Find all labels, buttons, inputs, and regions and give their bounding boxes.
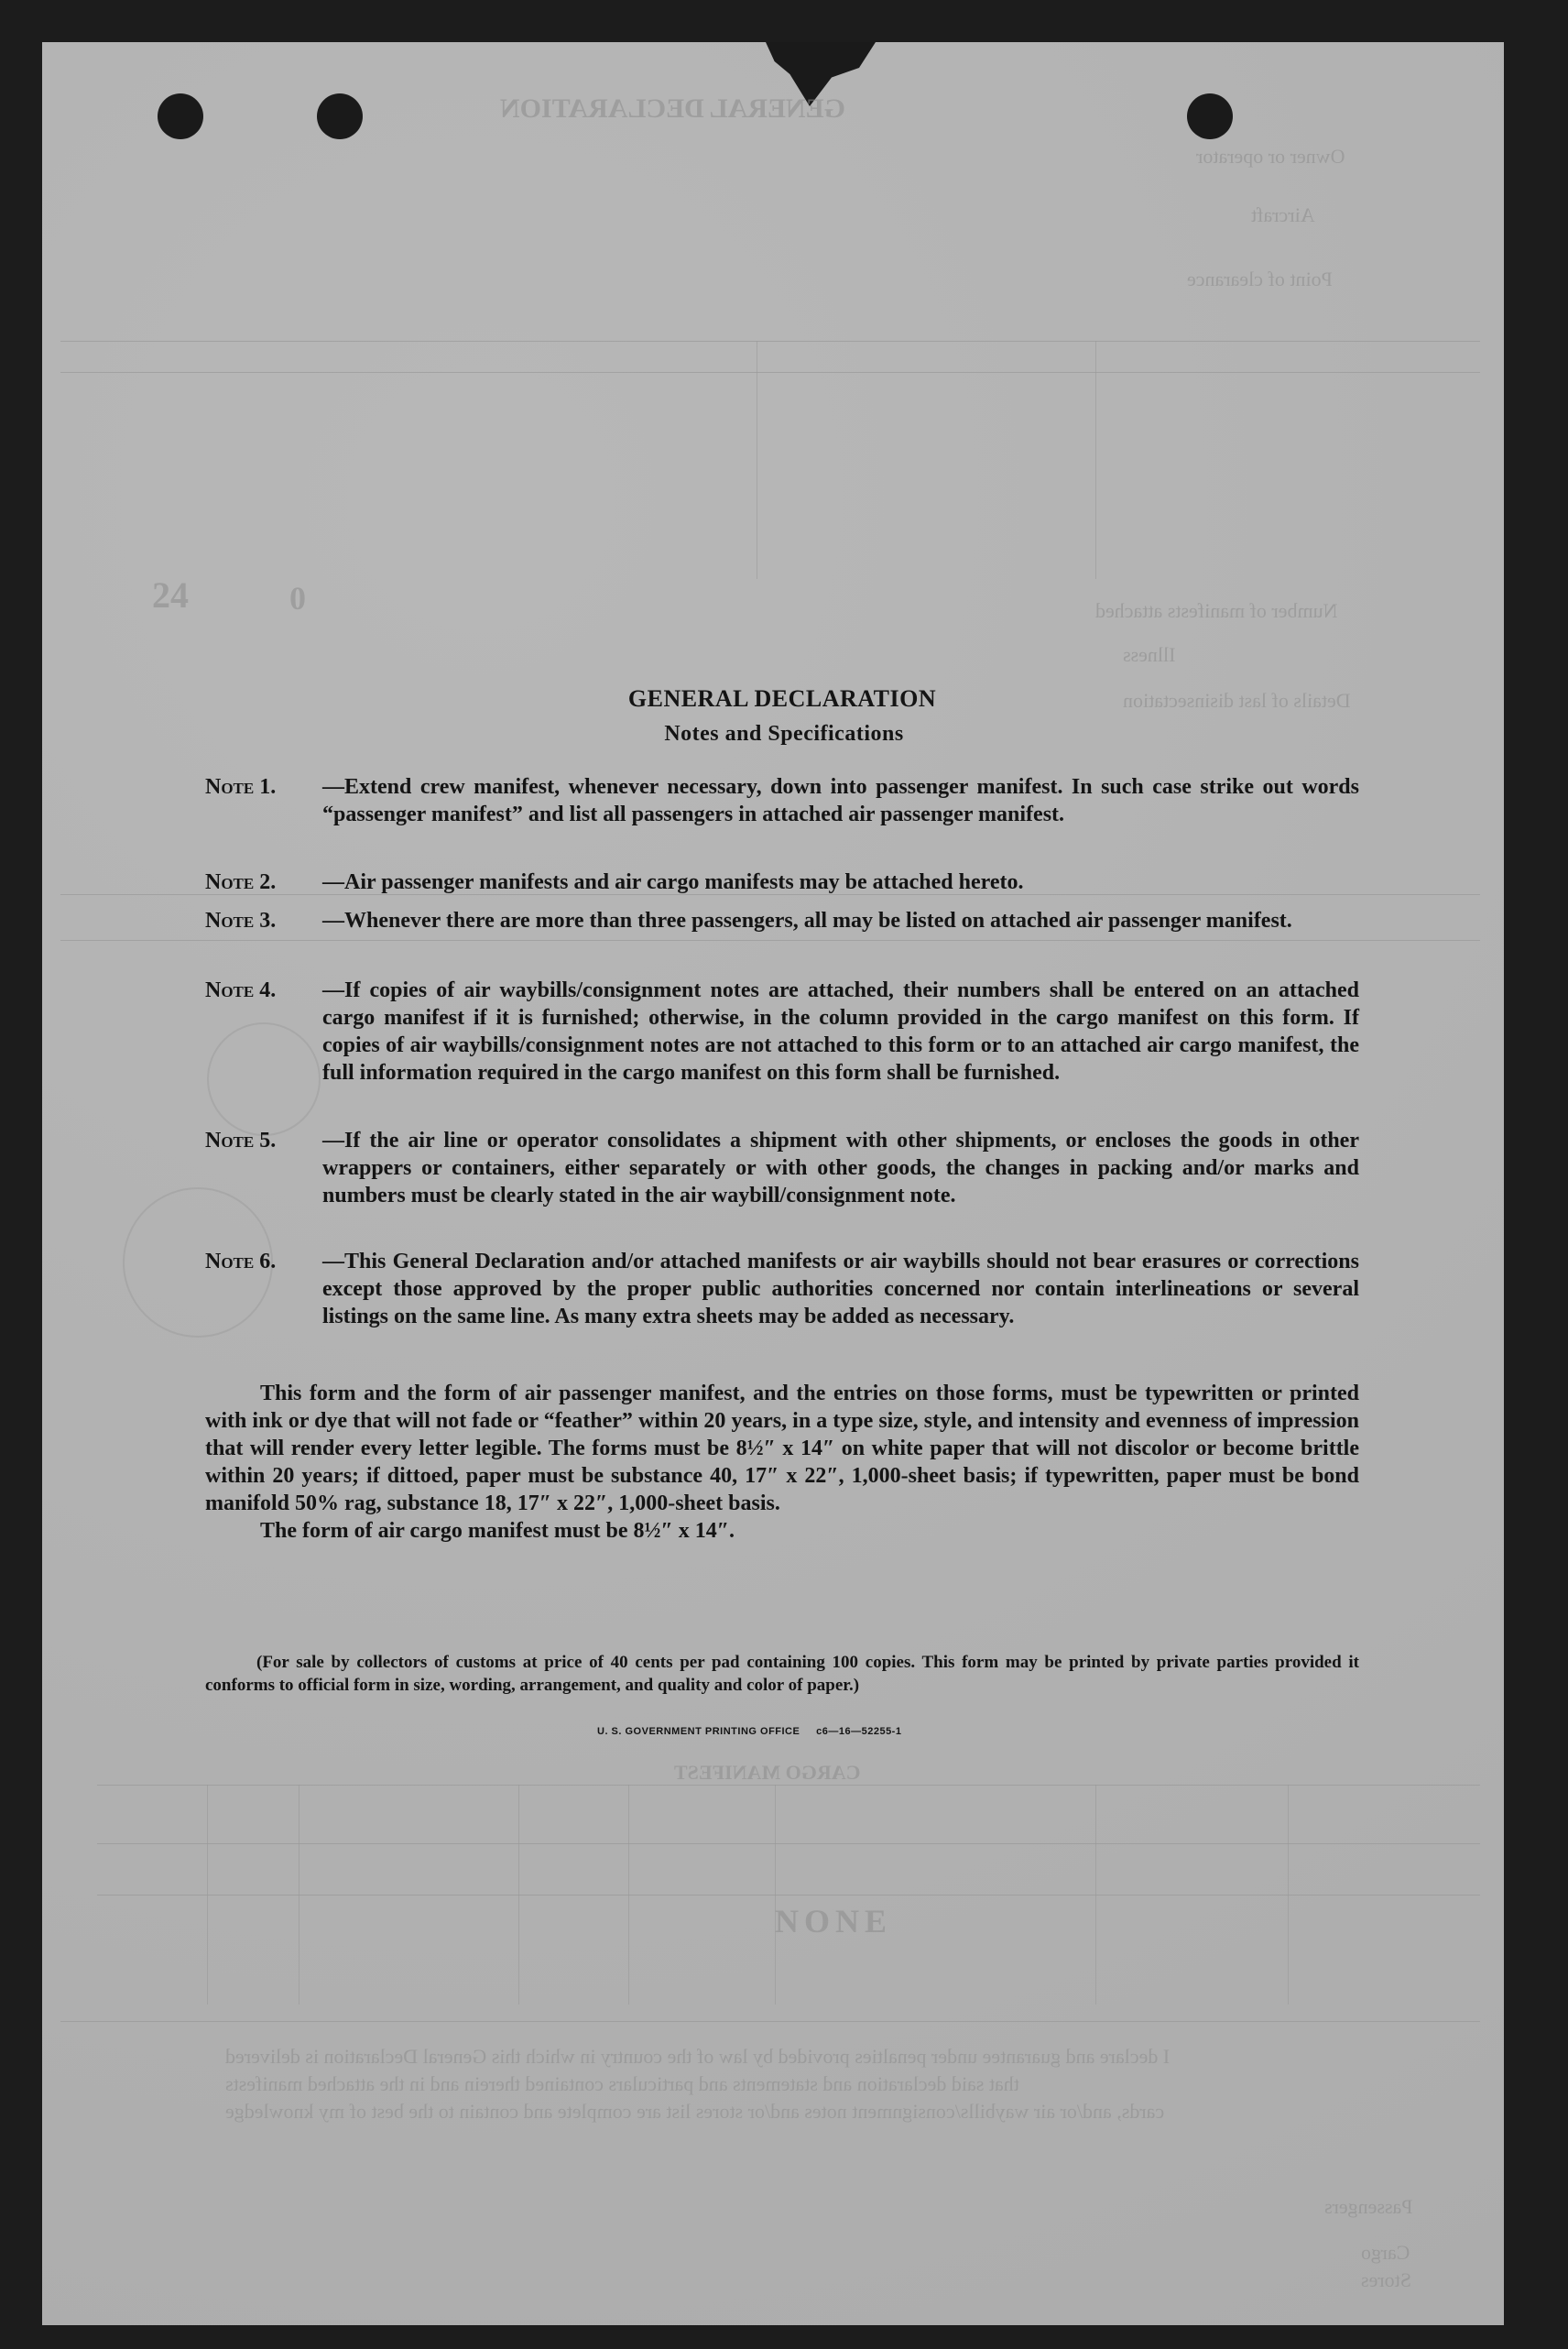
form-requirements-text: This form and the form of air passenger manifest, and the entries on those forms, must be typewritten or printed with ink or dye that will not fade or “feather” within 20 years, in a type size, style, and intensity and evenness of impression that will render every letter legible. The forms must be 8½″ x 14″ on white paper that will not discolor or become brittle within 20 years; if dittoed, paper must be substance 40, 17″ x 22″, 1,000-sheet basis; if typewritten, paper must be bond manifold 50% rag, substance 18, 17″ x 22″, 1,000-sheet basis. bbox=[205, 1382, 1359, 1515]
note-3 bbox=[205, 907, 1359, 934]
note-text: —Extend crew manifest, whenever necessary, down into passenger manifest. In such case strike out words “passenger manifest” and list all passengers in attached air passenger manifest. bbox=[322, 775, 1359, 826]
page-subtitle: Notes and Specifications bbox=[664, 722, 904, 746]
note-label: Note 2. bbox=[205, 870, 277, 894]
punch-hole-right bbox=[1187, 93, 1233, 139]
document-page: GENERAL DECLARATION Owner or operator Aircraft Point of clearance 24 0 Number of manifests attached Illness Details of last disinsectation CARGO MANIFEST NONE I declare and guarantee under penalties provided by law of the country in which this General Declaration is delivered that said declaration and statements and particulars contained therein and in the attached manifests cards, and/or air waybills/consignment notes and/or stores list are complete and contain to the best of my knowledge Passengers Cargo Stores bbox=[42, 42, 1504, 2325]
note-text: —If the air line or operator consolidates a shipment with other shipments, or encloses the goods in other wrappers or containers, either separately or with other goods, the changes in packing and/or marks and numbers must be clearly stated in the air waybill/consignment note. bbox=[322, 1129, 1359, 1207]
note-6 bbox=[205, 1248, 1359, 1330]
note-4 bbox=[205, 977, 1359, 1087]
note-text: —Whenever there are more than three passengers, all may be listed on attached air passenger manifest. bbox=[322, 909, 1292, 933]
note-1 bbox=[205, 773, 1359, 828]
page-title: GENERAL DECLARATION bbox=[627, 685, 937, 712]
cargo-manifest-size: The form of air cargo manifest must be 8½″ x 14″. bbox=[260, 1519, 735, 1543]
note-text: —If copies of air waybills/consignment notes are attached, their numbers shall be entered on an attached cargo manifest if it is furnished; otherwise, in the column provided in the cargo manifest on this form. If copies of air waybills/consignment notes are not attached to this form or to an attached air cargo manifest, the full information required in the cargo manifest on this form shall be furnished. bbox=[322, 978, 1359, 1085]
note-text: —This General Declaration and/or attached manifests or air waybills should not bear erasures or corrections except those approved by the proper public authorities concerned nor contain interlineations or several listings on the same line. As many extra sheets may be added as necessary. bbox=[322, 1250, 1359, 1328]
punch-hole-middle bbox=[317, 93, 363, 139]
note-2 bbox=[205, 869, 1359, 896]
note-text: —Air passenger manifests and air cargo manifests may be attached hereto. bbox=[322, 870, 1024, 894]
note-label: Note 3. bbox=[205, 909, 277, 933]
form-requirements bbox=[205, 1380, 1359, 1545]
printing-office-line: U. S. GOVERNMENT PRINTING OFFICE c6—16—52255-1 bbox=[597, 1726, 902, 1737]
sale-notice: (For sale by collectors of customs at price of 40 cents per pad containing 100 copies. This form may be printed by private parties provided it conforms to official form in size, wording, arrangement, and quality and color of paper.) bbox=[205, 1653, 1359, 1695]
note-label: Note 4. bbox=[205, 978, 277, 1002]
punch-hole-left bbox=[158, 93, 203, 139]
note-label: Note 5. bbox=[205, 1129, 277, 1153]
note-label: Note 6. bbox=[205, 1250, 277, 1273]
note-label: Note 1. bbox=[205, 775, 277, 799]
note-5 bbox=[205, 1127, 1359, 1209]
